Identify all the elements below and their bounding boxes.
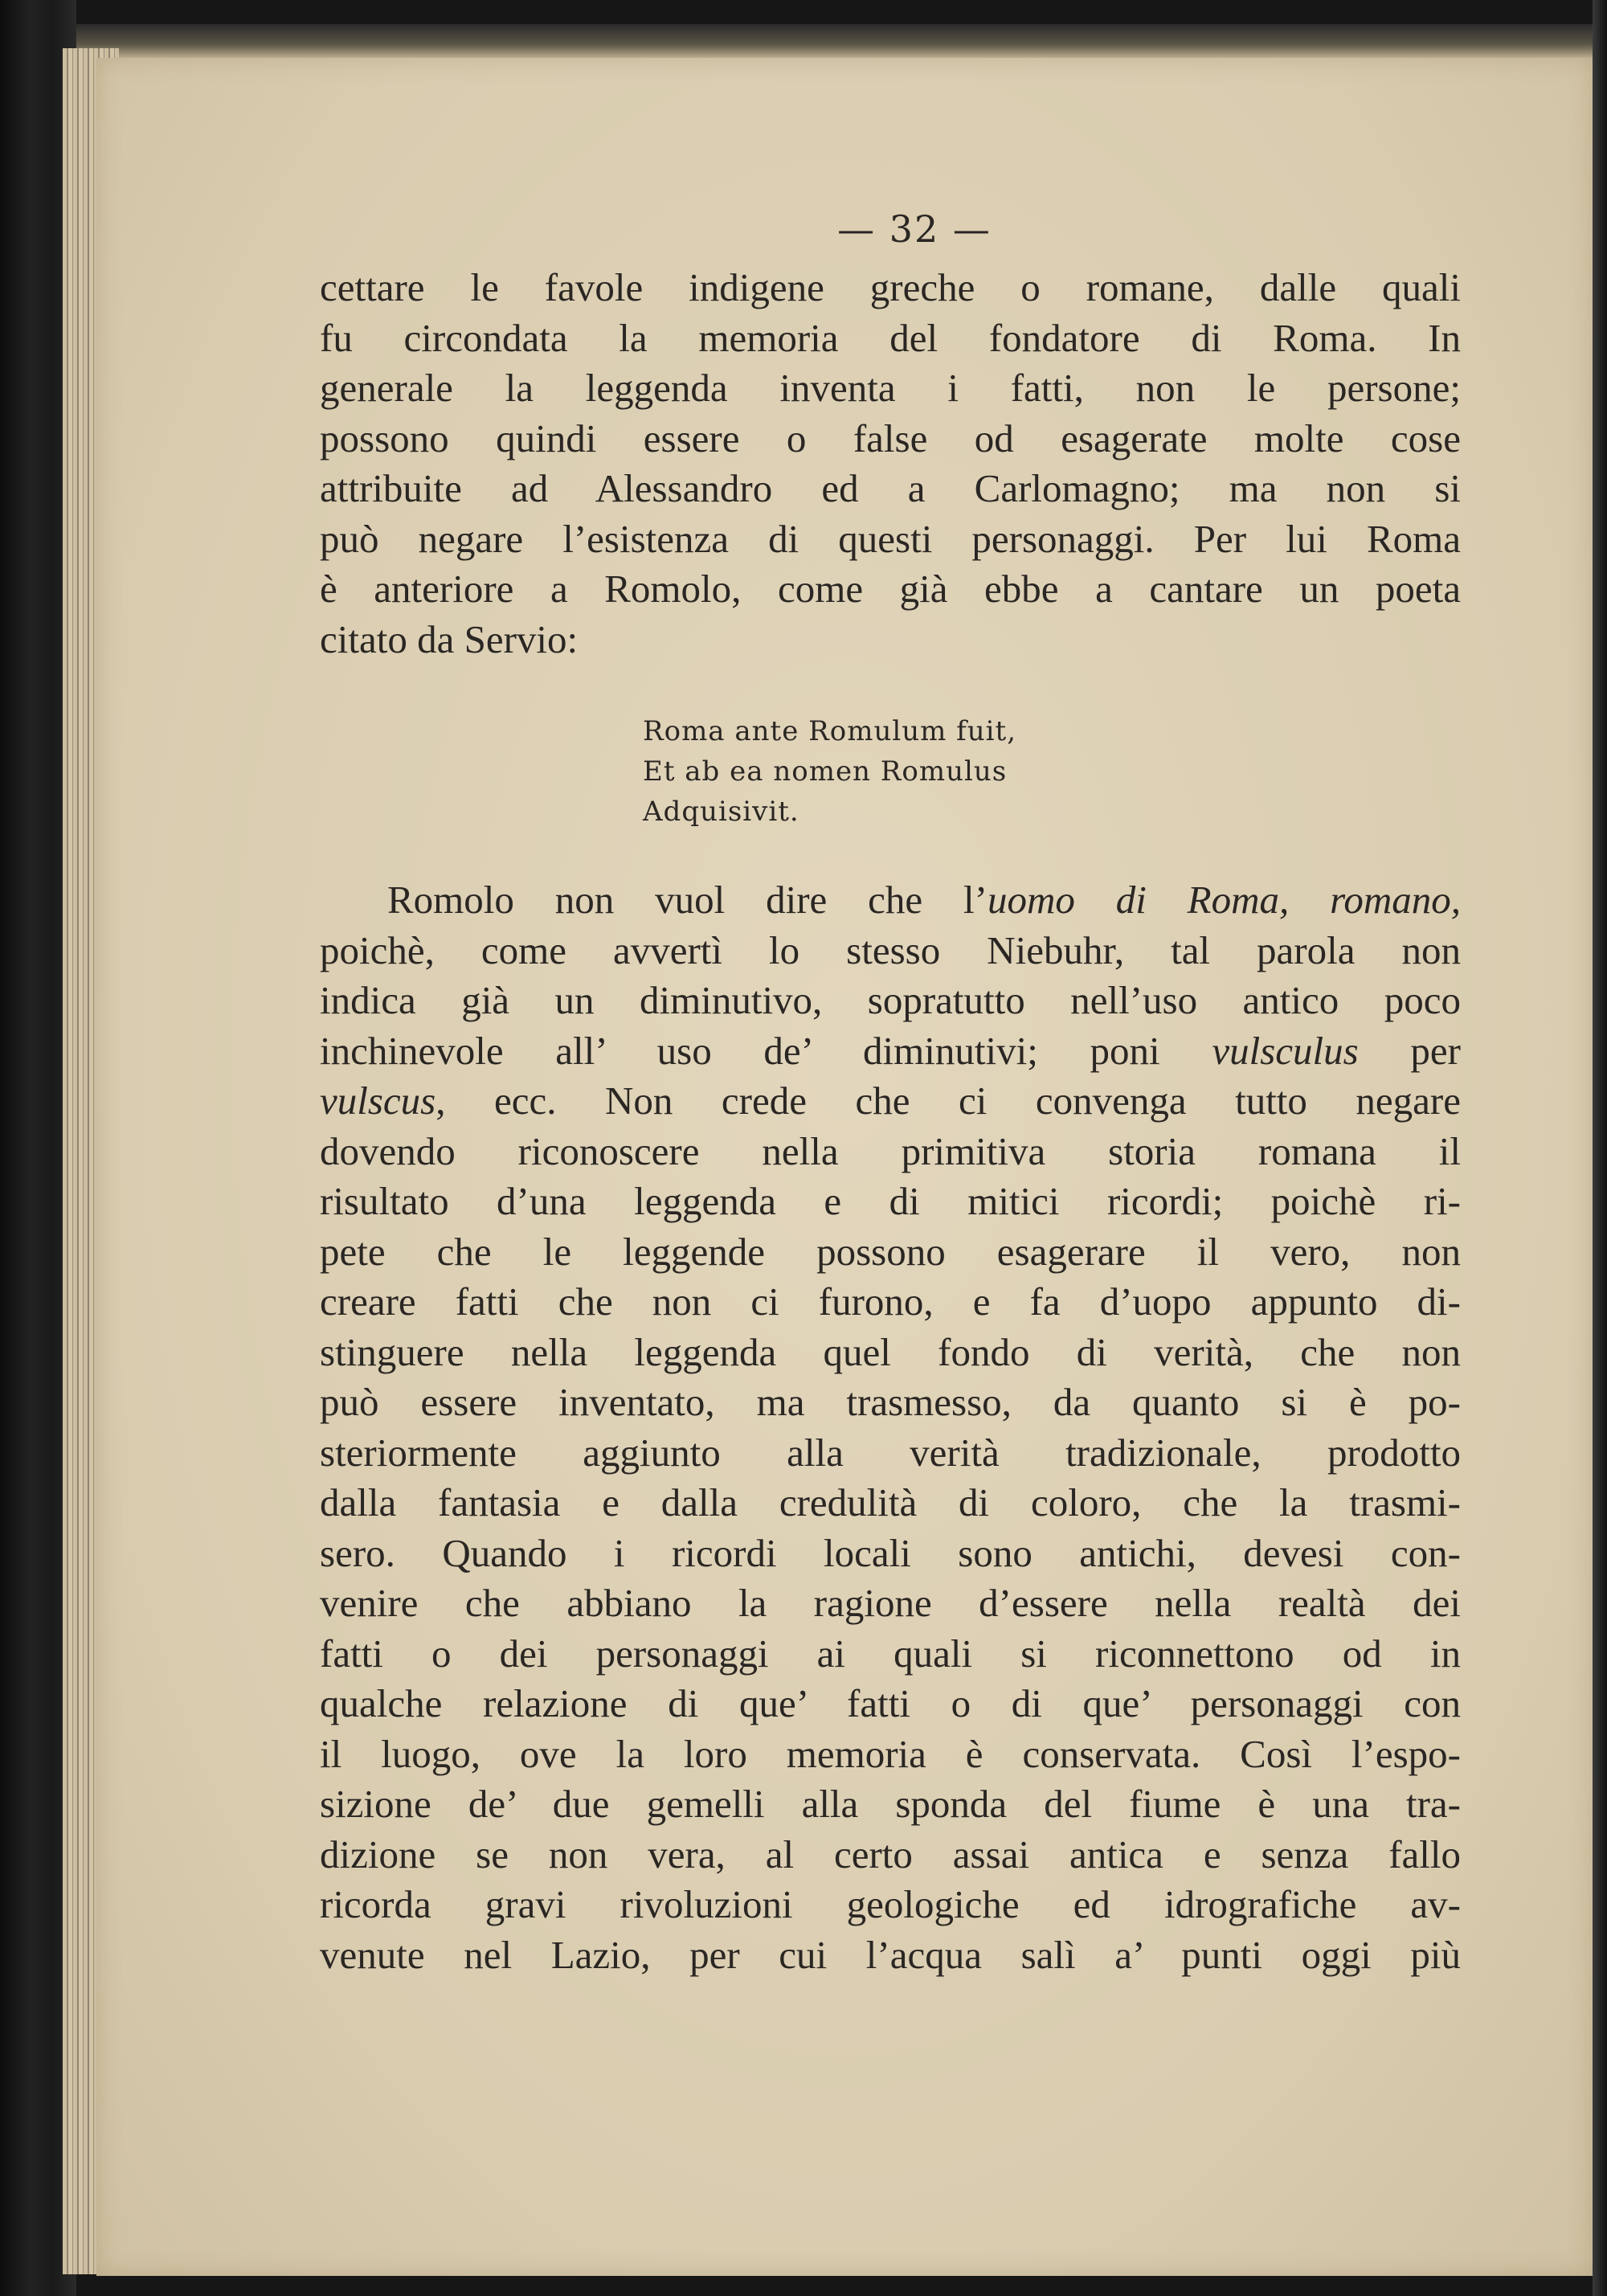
text-line: citato da Servio:: [320, 616, 579, 661]
text-line: [320, 1026, 1461, 1077]
text-line: steriormente aggiunto alla verità tradizionale, prodotto: [320, 1430, 1461, 1475]
italic-run: uomo di Roma, romano,: [987, 878, 1461, 922]
text-line: possono quindi essere o false od esagerate molte cose: [320, 415, 1461, 460]
text-line: sero. Quando i ricordi locali sono antichi, devesi con-: [320, 1530, 1461, 1575]
italic-run: vulsculus: [1212, 1028, 1359, 1073]
text-line: indica già un diminutivo, sopratutto nell’uso antico poco: [320, 978, 1461, 1022]
text-line: cettare le favole indigene greche o romane, dalle quali: [320, 265, 1461, 309]
text-line: dizione se non vera, al certo assai antica e senza fallo: [320, 1831, 1461, 1876]
italic-run: vulscus: [320, 1078, 436, 1123]
text-run: inchinevole all’ uso de’ diminutivi; poni: [320, 1028, 1212, 1073]
page-text-block: [320, 205, 1461, 1980]
text-line: è anteriore a Romolo, come già ebbe a cantare un poeta: [320, 567, 1461, 611]
text-line: il luogo, ove la loro memoria è conservata. Così l’espo-: [320, 1731, 1461, 1776]
latin-quotation: [643, 711, 1461, 832]
quote-line: Adquisivit.: [643, 796, 799, 828]
text-line: fu circondata la memoria del fondatore di Roma. In: [320, 315, 1461, 360]
text-line: fatti o dei personaggi ai quali si riconnettono od in: [320, 1631, 1461, 1676]
paragraph-2: [320, 875, 1461, 1980]
text-line: poichè, come avvertì lo stesso Niebuhr, tal parola non: [320, 927, 1461, 972]
page-number: — 32 —: [837, 207, 992, 251]
text-line: venire che abbiano la ragione d’essere nella realtà dei: [320, 1581, 1461, 1625]
page-top-edge: [76, 24, 1603, 58]
right-page-edge: [1593, 0, 1607, 2296]
text-line: qualche relazione di que’ fatti o di que’ personaggi con: [320, 1681, 1461, 1725]
text-line: può negare l’esistenza di questi personaggi. Per lui Roma: [320, 516, 1461, 561]
text-line: creare fatti che non ci furono, e fa d’uopo appunto di-: [320, 1279, 1461, 1324]
text-line: generale la leggenda inventa i fatti, non le persone;: [320, 366, 1461, 410]
text-run: , ecc. Non crede che ci convenga tutto negare: [435, 1078, 1461, 1123]
text-line: dalla fantasia e dalla credulità di coloro, che la trasmi-: [320, 1480, 1461, 1525]
text-line: risultato d’una leggenda e di mitici ricordi; poichè ri-: [320, 1179, 1461, 1223]
text-line: venute nel Lazio, per cui l’acqua salì a’ punti oggi più: [320, 1932, 1461, 1977]
text-line: sizione de’ due gemelli alla sponda del fiume è una tra-: [320, 1782, 1461, 1826]
text-line: ricorda gravi rivoluzioni geologiche ed idrografiche av-: [320, 1882, 1461, 1926]
text-line: [320, 875, 1461, 926]
quote-line: Roma ante Romulum fuit,: [643, 715, 1016, 747]
text-line: attribuite ad Alessandro ed a Carlomagno; ma non si: [320, 466, 1461, 510]
text-line: pete che le leggende possono esagerare il vero, non: [320, 1229, 1461, 1274]
text-line: [320, 1076, 1461, 1127]
paragraph-1: [320, 263, 1461, 665]
text-line: stinguere nella leggenda quel fondo di verità, che non: [320, 1329, 1461, 1374]
quote-line: Et ab ea nomen Romulus: [643, 755, 1008, 788]
text-run: per: [1358, 1028, 1461, 1073]
text-run: Romolo non vuol dire che l’: [387, 878, 988, 922]
text-line: può essere inventato, ma trasmesso, da quanto si è po-: [320, 1380, 1461, 1424]
text-line: dovendo riconoscere nella primitiva storia romana il: [320, 1128, 1461, 1173]
